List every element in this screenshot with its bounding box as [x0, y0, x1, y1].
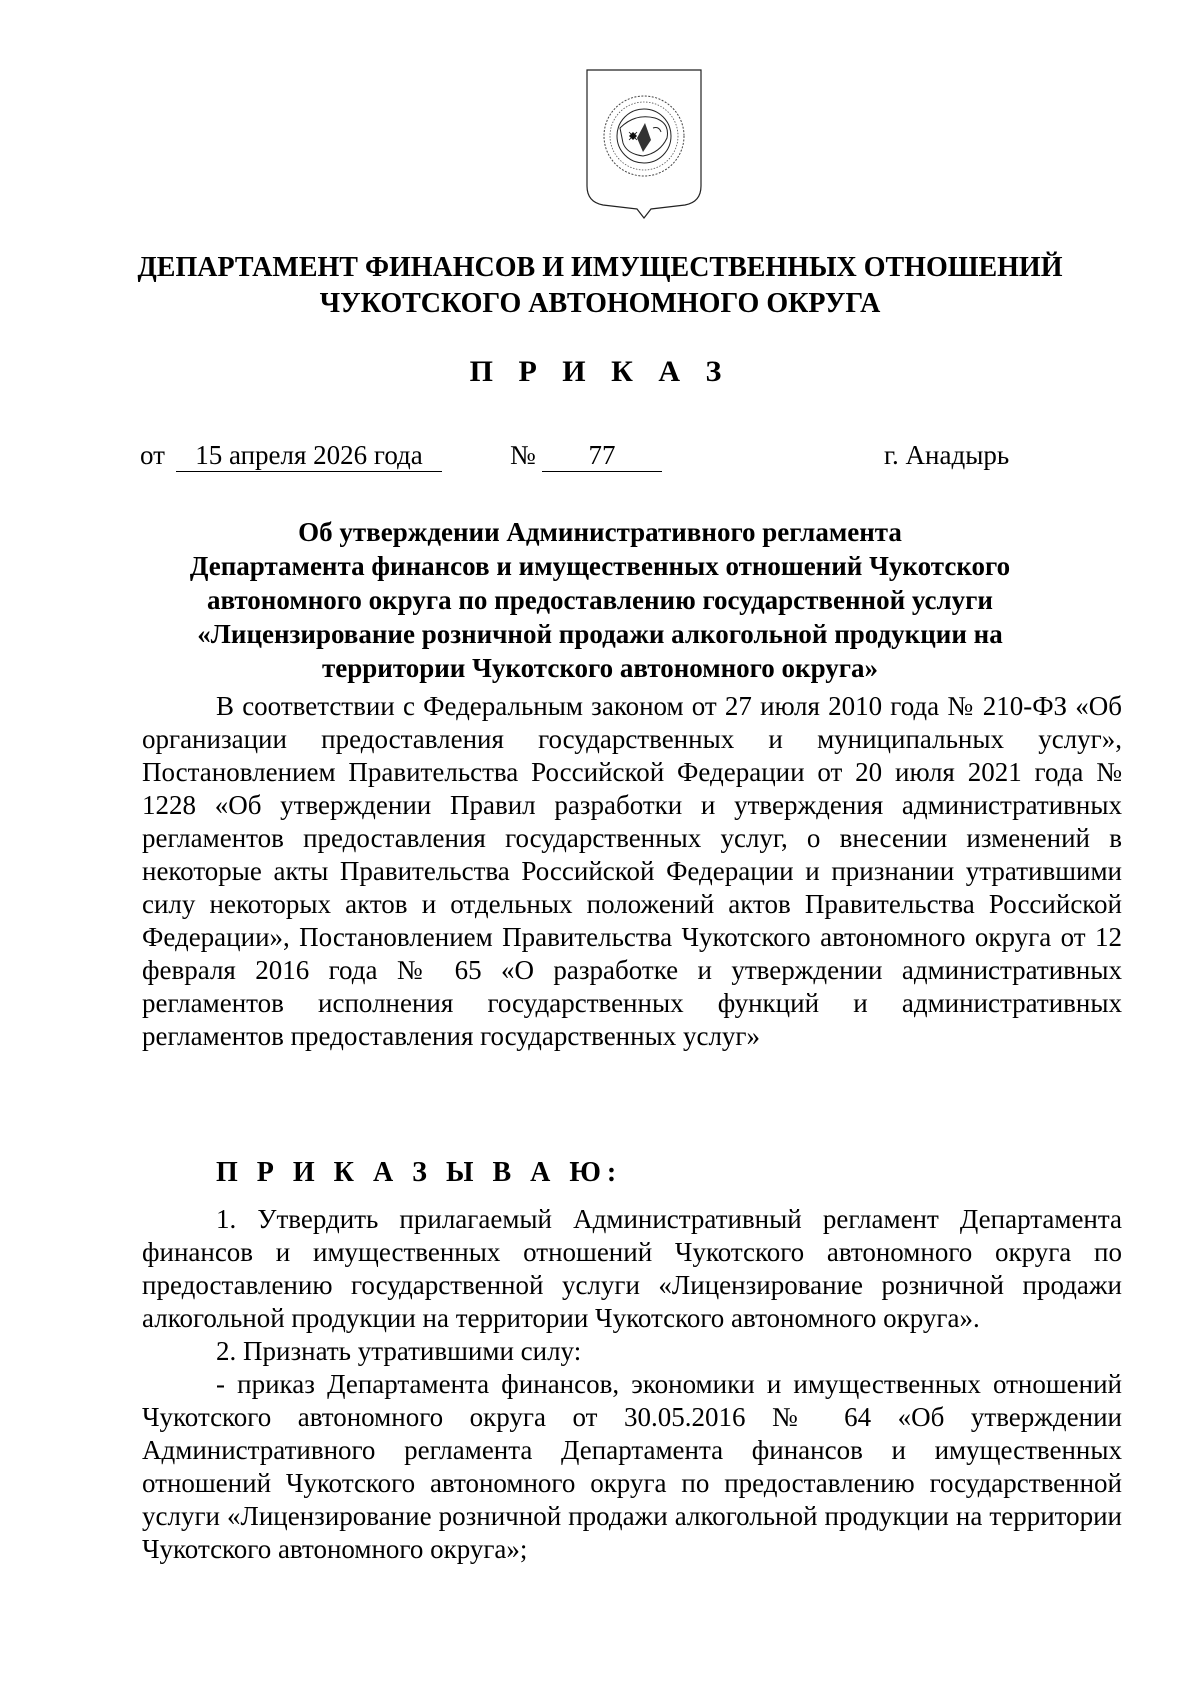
title-line: автономного округа по предоставлению государственной услуги [206, 585, 993, 615]
order-heading: П Р И К А З [469, 355, 731, 388]
order-date: 15 апреля 2026 года [176, 440, 442, 472]
preamble-paragraph: В соответствии с Федеральным законом от 27 июля 2010 года № 210-ФЗ «Об организации предоставления государственных и муниципальных услуг», Постановлением Правительства Российской Федерации от 20 июля 2021 года № 1228 «Об утверждении Правил разработки и утверждения административных регламентов предоставления государственных услуг, о внесении изменений в некоторые акты Правительства Российской Федерации и признании утратившими силу некоторых актов и отдельных положений актов Правительства Российской Федерации», Постановлением Правительства Чукотского автономного округа от 12 февраля 2016 года № 65 «О разработке и утверждении административных регламентов исполнения государственных функций и административных регламентов предоставления государственных услуг» [142, 691, 1122, 1051]
title-line: «Лицензирование розничной продажи алкогольной продукции на [197, 619, 1003, 649]
item-2: 2. Признать утратившими силу: [216, 1336, 582, 1366]
coat-of-arms-emblem [585, 68, 703, 220]
city: г. Анадырь [884, 440, 1010, 470]
date-prefix: от [140, 440, 165, 470]
preamble-block [142, 690, 1122, 1053]
item-1: 1. Утвердить прилагаемый Административный регламент Департамента финансов и имущественных отношений Чукотского автономного округа по предоставлению государственной услуги «Лицензирование розничной продажи алкогольной продукции на территории Чукотского автономного округа». [142, 1204, 1122, 1333]
number-prefix: № [510, 440, 536, 470]
items-block [142, 1203, 1122, 1566]
department-name-line2: ЧУКОТСКОГО АВТОНОМНОГО ОКРУГА [319, 288, 881, 319]
order-number: 77 [542, 440, 662, 472]
command-heading: П Р И К А З Ы В А Ю: [216, 1157, 623, 1188]
department-header [60, 250, 1140, 322]
title-line: Об утверждении Административного регламента [298, 517, 902, 547]
title-line: территории Чукотского автономного округа» [321, 653, 879, 683]
department-name-line1: ДЕПАРТАМЕНТ ФИНАНСОВ И ИМУЩЕСТВЕННЫХ ОТНОШЕНИЙ [137, 252, 1063, 283]
item-2-sub-1: - приказ Департамента финансов, экономики и имущественных отношений Чукотского автономного округа от 30.05.2016 № 64 «Об утверждении Административного регламента Департамента финансов и имущественных отношений Чукотского автономного округа по предоставлению государственной услуги «Лицензирование розничной продажи алкогольной продукции на территории Чукотского автономного округа»; [142, 1369, 1122, 1564]
order-meta-row [140, 440, 1090, 476]
document-title [130, 515, 1070, 685]
title-line: Департамента финансов и имущественных отношений Чукотского [189, 551, 1011, 581]
